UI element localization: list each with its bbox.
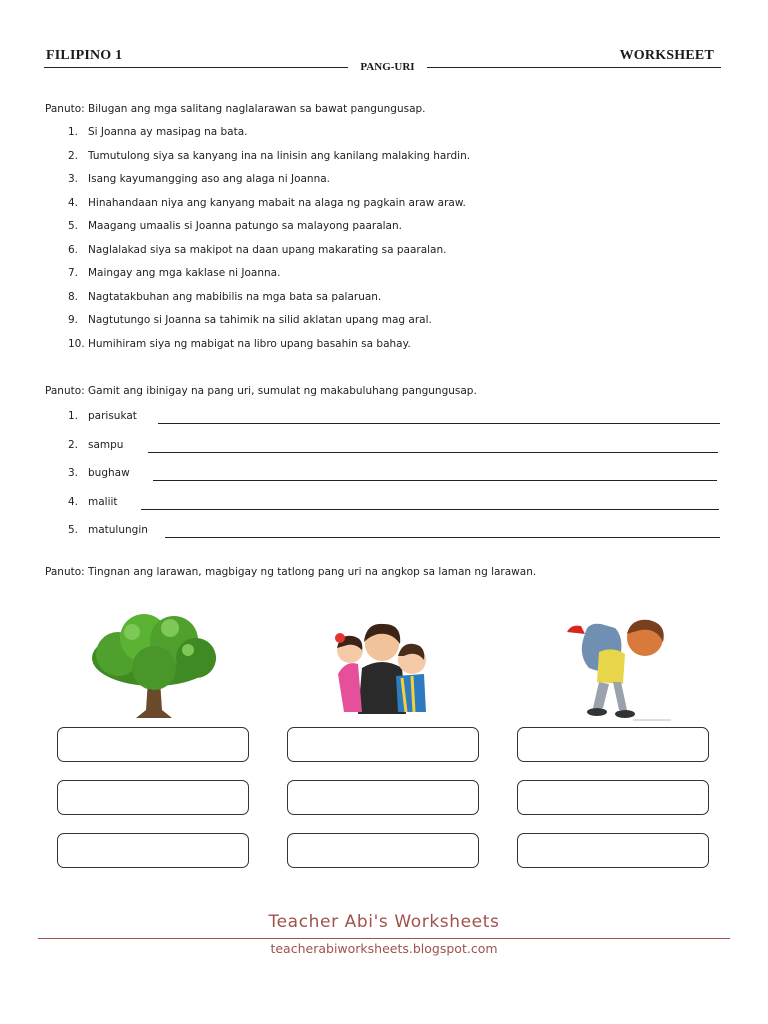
item-number: 6.	[68, 244, 79, 256]
item-number: 5.	[68, 220, 79, 232]
writing-item	[68, 467, 130, 479]
adjective-word: bughaw	[88, 467, 130, 479]
subject-label: FILIPINO 1	[46, 48, 123, 63]
sentence-item	[68, 267, 280, 279]
answer-box[interactable]	[57, 727, 249, 762]
item-number: 5.	[68, 524, 79, 536]
answer-box[interactable]	[517, 727, 709, 762]
instruction-3: Panuto: Tingnan ang larawan, magbigay ng tatlong pang uri na angkop sa laman ng larawan.	[45, 566, 537, 578]
sentence-text: Nagtutungo si Joanna sa tahimik na silid aklatan upang mag aral.	[88, 314, 432, 326]
sentence-text: Hinahandaan niya ang kanyang mabait na alaga ng pagkain araw araw.	[88, 197, 466, 209]
answer-box[interactable]	[517, 833, 709, 868]
writing-item	[68, 524, 148, 536]
item-number: 1.	[68, 126, 79, 138]
sentence-item	[68, 338, 411, 350]
adjective-word: matulungin	[88, 524, 148, 536]
answer-line[interactable]	[153, 480, 717, 481]
item-number: 3.	[68, 467, 79, 479]
header-rule-left	[44, 67, 348, 68]
footer-url[interactable]: teacherabiworksheets.blogspot.com	[270, 941, 498, 956]
sentence-text: Humihiram siya ng mabigat na libro upang basahin sa bahay.	[88, 338, 411, 350]
boy-backpack-picture	[563, 612, 675, 724]
writing-item	[68, 496, 118, 508]
item-number: 2.	[68, 150, 79, 162]
sentence-text: Maingay ang mga kaklase ni Joanna.	[88, 267, 281, 279]
tree-picture	[88, 610, 220, 720]
item-number: 10.	[68, 338, 85, 350]
sentence-text: Tumutulong siya sa kanyang ina na linisin ang kanilang malaking hardin.	[88, 150, 471, 162]
answer-line[interactable]	[148, 452, 718, 453]
answer-box[interactable]	[517, 780, 709, 815]
answer-line[interactable]	[141, 509, 719, 510]
instruction-1: Panuto: Bilugan ang mga salitang naglalarawan sa bawat pangungusap.	[45, 103, 426, 115]
family-picture	[332, 616, 432, 716]
adjective-word: maliit	[88, 496, 118, 508]
sentence-item	[68, 150, 470, 162]
answer-box[interactable]	[287, 727, 479, 762]
answer-box[interactable]	[287, 833, 479, 868]
item-number: 9.	[68, 314, 79, 326]
header-rule-right	[427, 67, 721, 68]
topic-title: PANG-URI	[360, 61, 415, 73]
item-number: 3.	[68, 173, 79, 185]
sentence-text: Maagang umaalis si Joanna patungo sa malayong paaralan.	[88, 220, 402, 232]
answer-box[interactable]	[287, 780, 479, 815]
item-number: 7.	[68, 267, 79, 279]
sentence-item	[68, 220, 402, 232]
worksheet-label: WORKSHEET	[619, 48, 714, 63]
item-number: 2.	[68, 439, 79, 451]
item-number: 1.	[68, 410, 79, 422]
sentence-item	[68, 314, 432, 326]
sentence-item	[68, 173, 330, 185]
sentence-text: Isang kayumangging aso ang alaga ni Joanna.	[88, 173, 331, 185]
footer-divider	[38, 938, 730, 939]
sentence-item	[68, 126, 248, 138]
sentence-text: Si Joanna ay masipag na bata.	[88, 126, 248, 138]
writing-item	[68, 439, 123, 451]
sentence-item	[68, 244, 446, 256]
answer-line[interactable]	[158, 423, 720, 424]
sentence-text: Naglalakad siya sa makipot na daan upang makarating sa paaralan.	[88, 244, 447, 256]
instruction-2: Panuto: Gamit ang ibinigay na pang uri, sumulat ng makabuluhang pangungusap.	[45, 385, 477, 397]
sentence-item	[68, 197, 466, 209]
item-number: 4.	[68, 197, 79, 209]
answer-box[interactable]	[57, 833, 249, 868]
adjective-word: sampu	[88, 439, 124, 451]
sentence-item	[68, 291, 381, 303]
writing-item	[68, 410, 137, 422]
item-number: 4.	[68, 496, 79, 508]
answer-box[interactable]	[57, 780, 249, 815]
answer-line[interactable]	[165, 537, 720, 538]
item-number: 8.	[68, 291, 79, 303]
adjective-word: parisukat	[88, 410, 137, 422]
footer-brand: Teacher Abi's Worksheets	[268, 912, 500, 932]
sentence-text: Nagtatakbuhan ang mabibilis na mga bata sa palaruan.	[88, 291, 382, 303]
